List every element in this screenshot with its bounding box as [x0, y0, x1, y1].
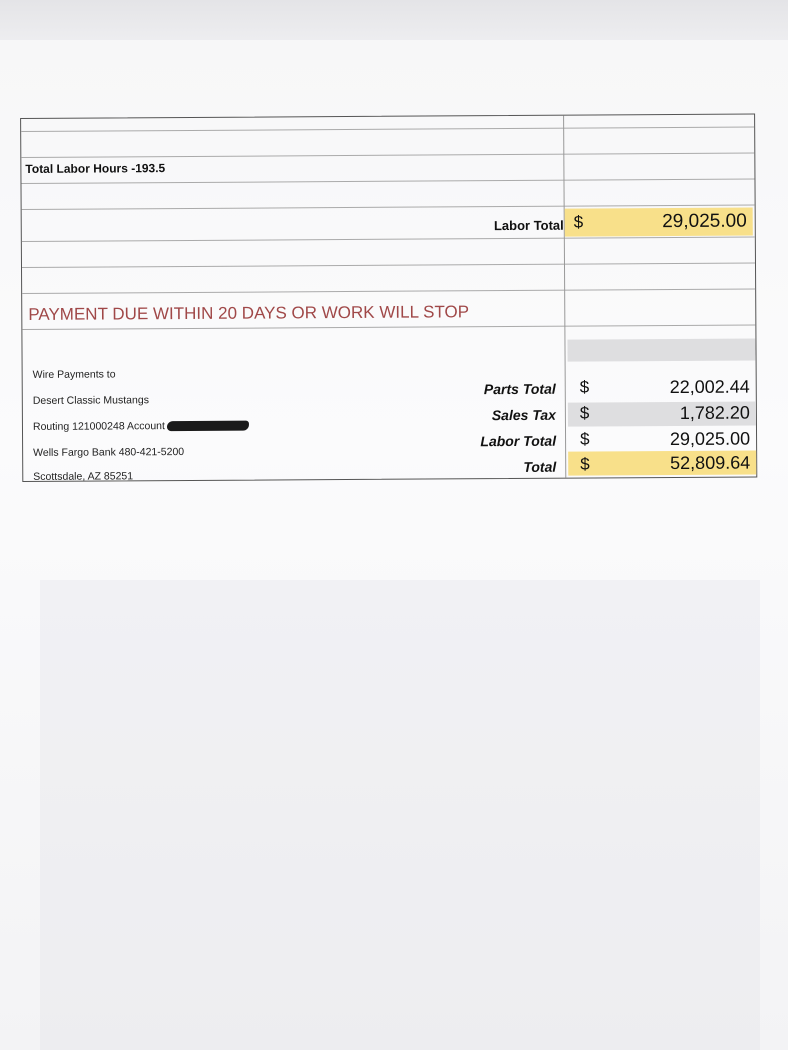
- parts-total-value: 22,002.44: [669, 376, 750, 398]
- grand-total-currency: $: [580, 454, 590, 474]
- grid-line: [22, 263, 755, 268]
- labor-total-summary-value: 29,025.00: [669, 428, 751, 450]
- wire-city: Scottsdale, AZ 85251: [33, 470, 134, 483]
- grid-line: [21, 153, 754, 158]
- invoice-table: [20, 100, 757, 482]
- grid-line: [21, 127, 754, 132]
- wire-routing-text: Routing 121000248 Account: [32, 420, 165, 433]
- labor-total-label: Labor Total: [493, 217, 564, 234]
- grid-line: [22, 325, 755, 330]
- labor-total-value: 29,025.00: [662, 210, 747, 233]
- labor-total-currency: $: [573, 212, 584, 232]
- redaction-mark: [167, 421, 249, 432]
- parts-total-currency: $: [579, 377, 590, 397]
- payment-notice: PAYMENT DUE WITHIN 20 DAYS OR WORK WILL STOP: [28, 302, 470, 324]
- column-divider: [563, 116, 566, 478]
- sales-tax-label: Sales Tax: [491, 406, 556, 424]
- wire-heading: Wire Payments to: [32, 368, 116, 381]
- parts-total-label: Parts Total: [483, 380, 556, 398]
- sales-tax-currency: $: [579, 403, 590, 423]
- grand-total-value: 52,809.64: [670, 452, 751, 474]
- labor-total-summary-label: Labor Total: [480, 432, 557, 450]
- grid-line: [22, 237, 755, 242]
- sales-tax-value: 1,782.20: [679, 402, 750, 423]
- wire-bank: Wells Fargo Bank 480-421-5200: [33, 446, 185, 459]
- grid-line: [22, 289, 755, 294]
- totals-header-band: [567, 339, 755, 362]
- invoice-frame: [20, 114, 757, 482]
- grand-total-label: Total: [523, 458, 557, 475]
- labor-total-summary-currency: $: [579, 429, 590, 449]
- wire-routing: [33, 420, 249, 433]
- grid-line: [21, 179, 754, 184]
- show-through-text-area: [40, 580, 760, 1050]
- total-labor-hours: Total Labor Hours -193.5: [25, 161, 166, 176]
- wire-company: Desert Classic Mustangs: [32, 394, 149, 407]
